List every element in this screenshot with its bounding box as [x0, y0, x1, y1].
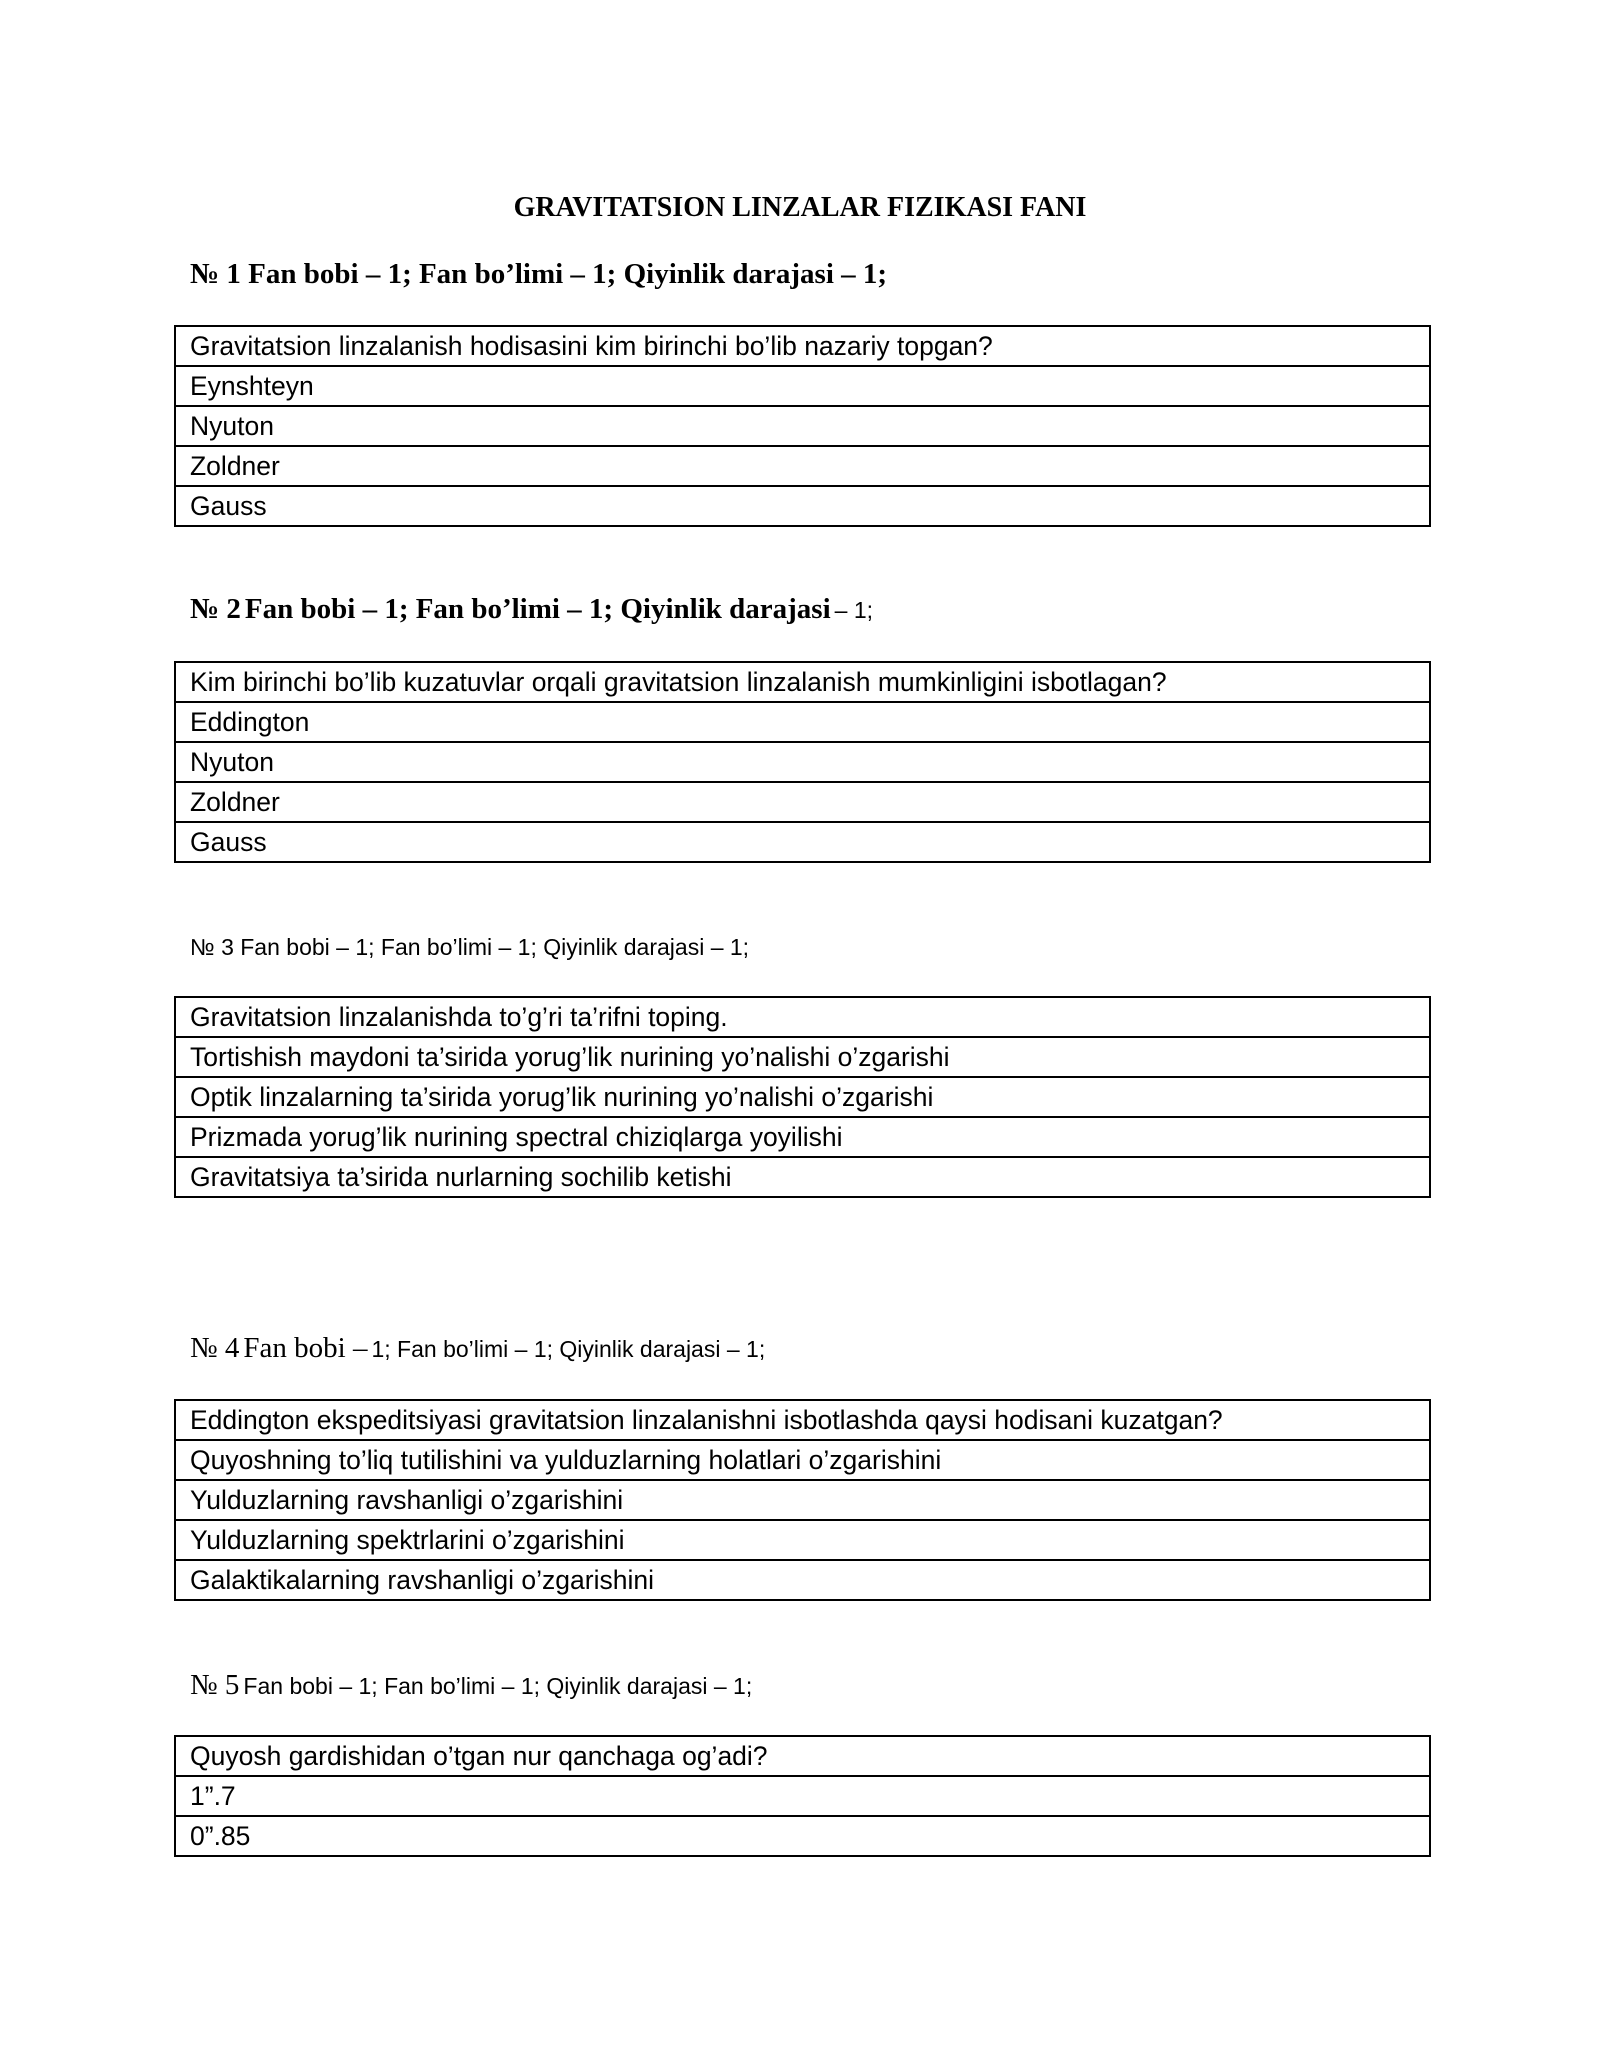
question-number: № 5: [190, 1669, 240, 1701]
question-5-table: [174, 1735, 1431, 1857]
answer-option: Nyuton: [176, 405, 1429, 445]
answer-option: Gravitatsiya ta’sirida nurlarning sochilib ketishi: [176, 1156, 1429, 1196]
question-meta: Fan bobi – 1; Fan bo’limi – 1; Qiyinlik darajasi – 1;: [248, 258, 888, 290]
answer-option: Galaktikalarning ravshanligi o’zgarishini: [176, 1559, 1429, 1599]
question-5-heading: [190, 1668, 752, 1707]
question-meta: Fan bobi – 1; Fan bo’limi – 1; Qiyinlik darajasi – 1;: [243, 1673, 753, 1699]
question-meta-tail: 1; Fan bo’limi – 1; Qiyinlik darajasi – 1;: [371, 1336, 766, 1362]
question-4-table: [174, 1399, 1431, 1601]
document-title: GRAVITATSION LINZALAR FIZIKASI FANI: [513, 192, 1087, 223]
question-number: № 3: [190, 934, 234, 960]
question-3-table: [174, 996, 1431, 1198]
question-1-table: [174, 325, 1431, 527]
question-meta-tail: – 1;: [834, 597, 874, 623]
question-2-table: [174, 661, 1431, 863]
question-4-heading: [190, 1331, 765, 1370]
answer-option: Quyoshning to’liq tutilishini va yulduzlarning holatlari o’zgarishini: [176, 1439, 1429, 1479]
question-text: Kim birinchi bo’lib kuzatuvlar orqali gravitatsion linzalanish mumkinligini isbotlagan?: [190, 667, 1167, 697]
question-2-heading: [190, 592, 873, 631]
answer-option: Yulduzlarning spektrlarini o’zgarishini: [176, 1519, 1429, 1559]
question-number: № 1: [190, 258, 241, 290]
question-1-heading: [190, 257, 887, 291]
answer-option: Eddington: [176, 701, 1429, 741]
answer-option: Gauss: [176, 821, 1429, 861]
answer-option: Zoldner: [176, 781, 1429, 821]
question-meta: Fan bobi – 1; Fan bo’limi – 1; Qiyinlik darajasi – 1;: [240, 934, 750, 960]
question-3-heading: [190, 930, 749, 964]
question-number: № 2: [190, 593, 241, 625]
answer-option: Prizmada yorug’lik nurining spectral chiziqlarga yoyilishi: [176, 1116, 1429, 1156]
answer-option: Yulduzlarning ravshanligi o’zgarishini: [176, 1479, 1429, 1519]
question-meta: Fan bobi –: [243, 1332, 368, 1364]
answer-option: Nyuton: [176, 741, 1429, 781]
answer-option: Tortishish maydoni ta’sirida yorug’lik nurining yo’nalishi o’zgarishi: [176, 1036, 1429, 1076]
question-text: Gravitatsion linzalanish hodisasini kim birinchi bo’lib nazariy topgan?: [190, 331, 993, 361]
answer-option: Optik linzalarning ta’sirida yorug’lik nurining yo’nalishi o’zgarishi: [176, 1076, 1429, 1116]
question-meta: Fan bobi – 1; Fan bo’limi – 1; Qiyinlik darajasi: [244, 593, 831, 625]
answer-option: Gauss: [176, 485, 1429, 525]
question-number: № 4: [190, 1332, 240, 1364]
answer-option: 1”.7: [176, 1775, 1429, 1815]
question-text: Eddington ekspeditsiyasi gravitatsion linzalanishni isbotlashda qaysi hodisani kuzatgan?: [190, 1405, 1223, 1435]
answer-option: Zoldner: [176, 445, 1429, 485]
question-text: Gravitatsion linzalanishda to’g’ri ta’rifni toping.: [190, 1002, 728, 1032]
answer-option: Eynshteyn: [176, 365, 1429, 405]
answer-option: 0”.85: [176, 1815, 1429, 1855]
question-text: Quyosh gardishidan o’tgan nur qanchaga og’adi?: [190, 1741, 768, 1771]
